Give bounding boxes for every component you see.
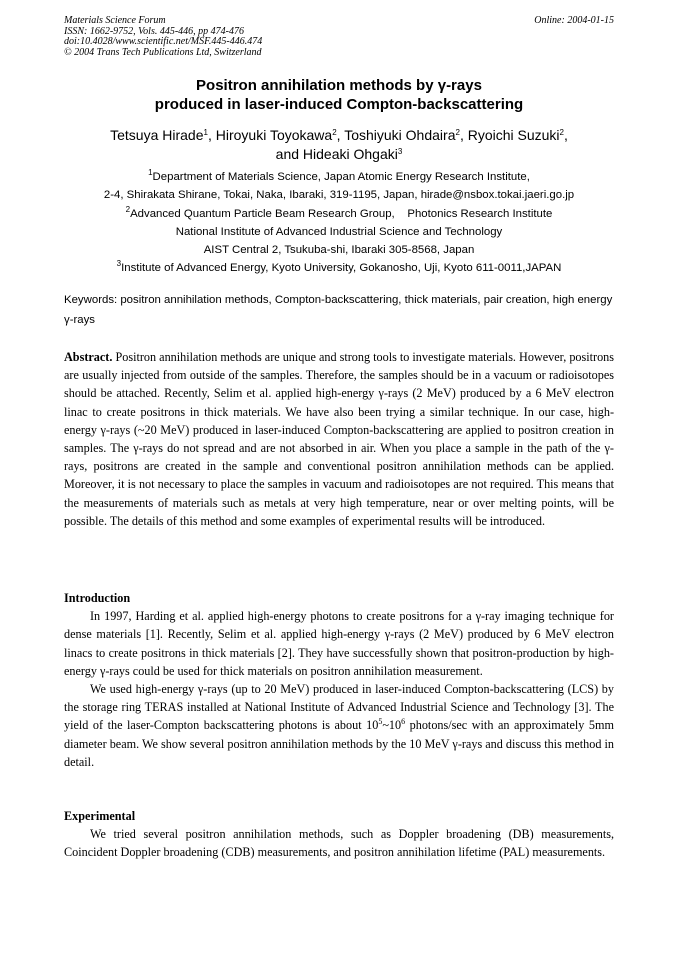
section-heading: Introduction (64, 591, 131, 605)
doi: doi:10.4028/www.scientific.net/MSF.445-446.474 (64, 36, 263, 47)
author-sep: , (563, 127, 568, 143)
affil-marker: 3 (116, 259, 122, 269)
online-date: Online: 2004-01-15 (534, 15, 614, 26)
affil-marker: 1 (148, 168, 153, 177)
section-heading: Experimental (64, 809, 136, 823)
abstract (64, 348, 614, 530)
affiliation-2-institute: National Institute of Advanced Industrial Science and Technology (175, 225, 503, 238)
affiliation-2-address: AIST Central 2, Tsukuba-shi, Ibaraki 305-8568, Japan (203, 244, 475, 257)
author-line-2 (40, 145, 638, 164)
affil-marker: 2 (455, 128, 460, 137)
affil-marker: 1 (203, 128, 208, 137)
title-line-1: Positron annihilation methods by γ-rays (196, 77, 482, 94)
experimental-section (64, 807, 614, 862)
affil-marker: 2 (559, 128, 564, 137)
paragraph: We tried several positron annihilation methods, such as Doppler broadening (DB) measurements, Coincident Doppler broadening (CDB) measurements, and positron annihilation lifetime (PAL) measurements. (64, 827, 614, 860)
affil-marker: 2 (125, 204, 131, 214)
affiliations (30, 168, 648, 278)
issn: ISSN: 1662-9752, Vols. 445-446, pp 474-476 (64, 25, 244, 37)
affiliation-text: Advanced Quantum Particle Beam Research Group, Photonics Research Institute (130, 207, 553, 220)
paragraph: In 1997, Harding et al. applied high-energy photons to create positrons for a γ-ray imaging technique for dense materials [1]. Recently, Selim et al. applied high-energy γ-rays (2 MeV) produced by 6 MeV electron linacs to create positrons in thick materials [2]. They have successfully shown that positron-production by high-energy γ-rays could be used for thick materials on positron annihilation measurement. (64, 609, 614, 678)
author-name: , Ryoichi Suzuki (459, 127, 560, 143)
copyright: © 2004 Trans Tech Publications Ltd, Switzerland (64, 46, 262, 58)
affiliation-3 (30, 259, 648, 277)
paragraph-text: We used high-energy γ-rays (up to 20 MeV) produced in laser-induced Compton-backscattering (LCS) by the storage ring TERAS installed at National Institute of Advanced Industrial Science and Technology [3]. The yield of the laser-Compton backscattering photons is about 10 (64, 682, 614, 733)
paragraph (64, 680, 614, 771)
exponent: 6 (401, 717, 406, 727)
affiliation-1 (30, 168, 648, 186)
paper-title (0, 76, 678, 114)
author-name: , Toshiyuki Ohdaira (336, 127, 456, 143)
paragraph-text: ~10 (382, 718, 402, 733)
affiliation-1-address: 2-4, Shirakata Shirane, Tokai, Naka, Ibaraki, 319-1195, Japan, hirade@nsbox.tokai.jaeri.go.jp (103, 189, 575, 202)
author-name: and Hideaki Ohgaki (275, 146, 398, 162)
keywords: Keywords: positron annihilation methods, Compton-backscattering, thick materials, pair creation, high energy γ-rays (64, 294, 613, 326)
affiliation-2 (30, 205, 648, 223)
affil-marker: 2 (332, 128, 337, 137)
journal-name: Materials Science Forum (64, 15, 166, 26)
introduction-section (64, 589, 614, 771)
author-list (40, 126, 638, 164)
affiliation-text: Department of Materials Science, Japan Atomic Energy Research Institute, (152, 171, 530, 183)
affiliation-text: Institute of Advanced Energy, Kyoto University, Gokanosho, Uji, Kyoto 611-0011,JAPAN (121, 262, 562, 275)
author-name: , Hiroyuki Toyokawa (207, 127, 333, 143)
author-name: Tetsuya Hirade (110, 127, 204, 143)
exponent: 5 (378, 717, 383, 727)
affil-marker: 3 (397, 147, 403, 156)
abstract-label: Abstract. (64, 350, 113, 364)
title-line-2: produced in laser-induced Compton-backscattering (154, 96, 524, 113)
journal-header (64, 16, 262, 58)
author-line-1 (40, 126, 638, 145)
paragraph-text: photons/sec with an approximately 5mm diameter beam. We show several positron annihilation methods by the 10 MeV γ-rays and discuss this method in detail. (64, 718, 614, 769)
abstract-text: Positron annihilation methods are unique and strong tools to investigate materials. However, positrons are usually injected from outside of the samples. Therefore, the samples should be in a vacuum or radioisotopes should be attached. Recently, Selim et al. applied high-energy γ-rays (2 MeV) produced by a 6 MeV electron linac to create positrons in thick materials. We have also been trying a similar technique. In our case, high-energy γ-rays (~20 MeV) produced in laser-induced Compton-backscattering are applied to positron creation in samples. The γ-rays do not spread and are not absorbed in air. When you place a sample in the path of the γ-rays, positrons are created in the sample and conventional positron annihilation methods can be applied. Moreover, it is not necessary to place the samples in vacuum and radioisotopes are not required. This means that the measurements of materials such as metals at very high temperature, near or over melting points, will be possible. The details of this method and some examples of experimental results will be introduced. (64, 350, 615, 528)
